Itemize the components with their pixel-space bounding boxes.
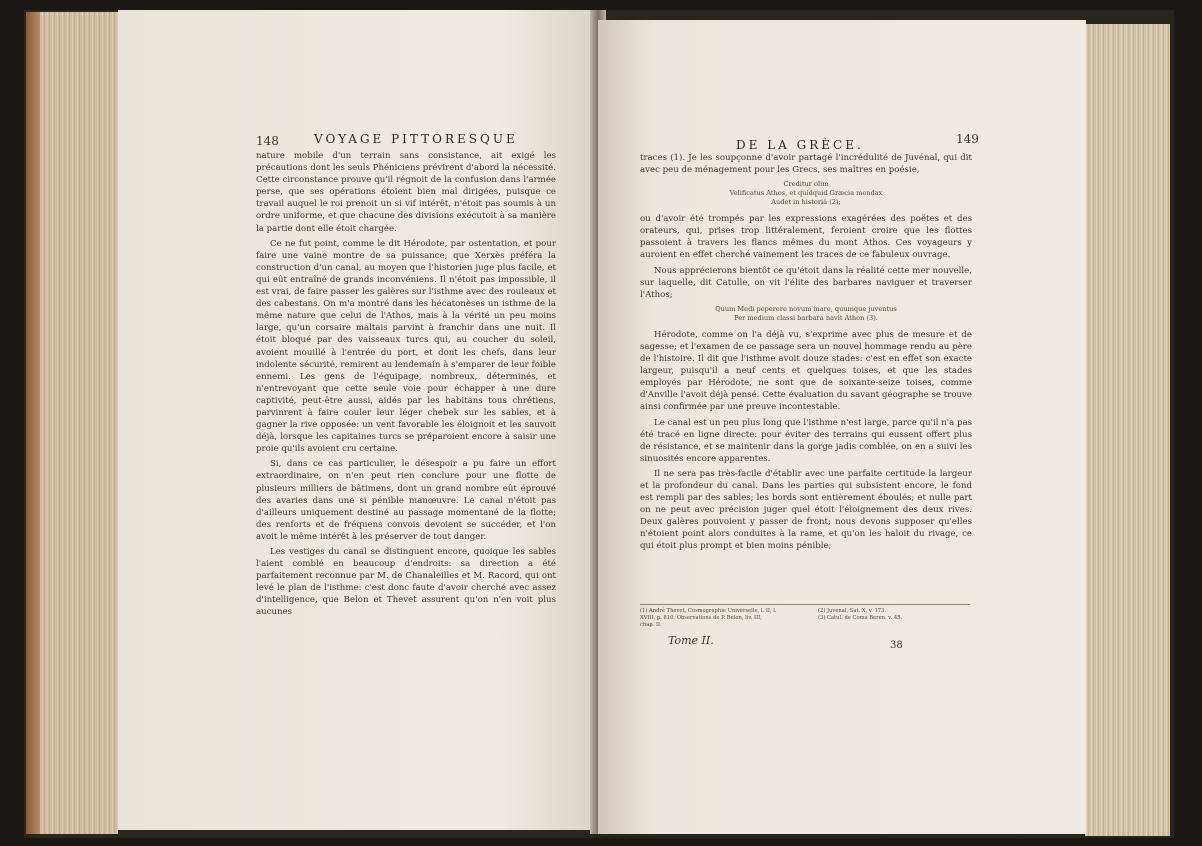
footnote: chap. II. (640, 622, 662, 628)
paragraph: Il ne sera pas très-facile d'établir avec une parfaite certitude la largeur et la profondeur du canal. Dans les parties qui subsistent encore, le fond est rempli par des sables; les bords sont entièrement éboulés; et nulle part on ne peut avec précision juger quel étoit l'éloignement des deux rives. Deux galères pouvoient y passer de front; nous devons supposer qu'elles n'étoient point alors conduites à la rame, et qu'on les haloit du rivage, ce qui étoit plus prompt et bien moins pénible; (640, 468, 972, 552)
verse-quote (640, 305, 972, 323)
footnote-rule (640, 604, 970, 605)
right-running-head: DE LA GRÈCE. (736, 138, 864, 152)
left-cover-edge (26, 12, 40, 834)
left-page-number: 148 (256, 134, 279, 148)
right-page (598, 20, 1086, 834)
footnotes-right (818, 608, 968, 622)
verse-line: Creditur olim (783, 180, 829, 189)
paragraph: Ce ne fut point, comme le dit Hérodote, par ostentation, et pour faire une vaine montre de sa puissance, que Xerxès préféra la construction d'un canal, au moyen que l'historien juge plus facile, et qui eût entraîné de grands inconvéniens. Il n'étoit pas impossible, il est vrai, de faire passer les galères sur l'isthme avec des rouleaux et des cabestans. On m'a montré dans les hécatonèses un isthme de la même nature que celui de l'Athos, mais à la vérité un peu moins large, qu'un corsaire maltais parvint à franchir dans une nuit. Il étoit bloqué par des vaisseaux turcs qui, au coucher du soleil, avoient mouillé à l'entrée du port, et dont les chefs, dans leur indolente sécurité, remirent au lendemain à s'emparer de leur foible ennemi. Les gens de l'équipage, nombreux, déterminés, et n'entrevoyant que cette seule voie pour échapper à une dure captivité, peut-être aussi, aidés par les habitans tous chrétiens, parvinrent à faire couler leur léger chebek sur les sables, et à gagner la rive opposée: un vent favorable les éloignoit et les sauvoit déjà, lorsque les capitaines turcs se préparoient encore à saisir une proie qu'ils avoient cru certaine. (256, 238, 556, 455)
footnote: (2) Juvenal, Sat. X, v. 173. (818, 608, 886, 614)
paragraph: Si, dans ce cas particulier, le désespoir a pu faire un effort extraordinaire, on n'en peut rien conclure pour une flotte de plusieurs milliers de bâtimens, dont un grand nombre eût éprouvé des avaries dans une si pénible manœuvre. Le canal n'étoit pas d'ailleurs uniquement destiné au passage momentané de la flotte; des renforts et de fréquens convois devoient se succéder, et l'on avoit le même intérêt à les préserver de tout danger. (256, 459, 556, 542)
paragraph: Hérodote, comme on l'a déjà vu, s'exprime avec plus de mesure et de sagesse; et l'examen de ce passage sera un nouvel hommage rendu au père de l'histoire. Il dit que l'isthme avoit douze stades: c'est en effet son exacte largeur, puisqu'il a neuf cents et quelques toises, et que les stades employés par Hérodote, ne sont que de soixante-seize toises, comme d'Anville l'avoit déjà pensé. Cette évaluation du savant géographe se trouve ainsi confirmée par une preuve incontestable. (640, 329, 972, 413)
left-page (118, 10, 596, 830)
signature-mark: 38 (890, 640, 903, 651)
paragraph: Les vestiges du canal se distinguent encore, quoique les sables l'aient comblé en beaucoup d'endroits: sa direction a été parfaitement reconnue par M. de Chanaleilles et M. Racord, qui ont levé le plan de l'isthme: c'est donc faute d'avoir cherché avec assez d'intelligence, que Belon et Thevet assurent qu'on n'en voit plus aucunes (256, 547, 556, 618)
left-running-head: VOYAGE PITTORESQUE (314, 132, 518, 146)
right-page-number: 149 (956, 132, 979, 146)
right-body-text (640, 152, 972, 556)
verse-line: Velificatus Athos, et quidquid Græcia mendax (729, 189, 883, 198)
footnote: (1) André Thevet, Cosmographie Universelle, l. II, l. XVIII, p. 810. Observations de P. Belon, liv. III, (640, 608, 777, 621)
right-page-edges (1085, 24, 1170, 836)
paragraph: Nous apprécierons bientôt ce qu'étoit dans la réalité cette mer nouvelle, sur laquelle, dit Catulle, on vit l'élite des barbares naviguer et traverser l'Athos; (640, 265, 972, 300)
left-body-text (256, 150, 556, 622)
paragraph: nature mobile d'un terrain sans consistance, ait exigé les précautions dont les seuls Phéniciens prévirent d'abord la nécessité. Cette circonstance prouve qu'il régnoit de la confusion dans l'armée perse, que ses opérations étoient bien mal dirigées, puisque ce travail auquel le roi prenoit un si vif intérêt, n'étoit pas soumis à un ordre uniforme, et que chacune des divisions exécutoit à sa manière la partie dont elle étoit chargée. (256, 151, 556, 234)
verse-line: Audet in historiâ (2); (771, 198, 841, 207)
verse-quote (640, 180, 972, 207)
verse-line: Quum Medi peperere novum mare, quumque juventus (715, 304, 897, 313)
paragraph: ou d'avoir été trompés par les expressions exagérées des poëtes et des orateurs, qui, prises trop littéralement, feroient croire que les flottes passoient à travers les flancs mêmes du mont Athos. Ces voyageurs y auroient en effet cherché vainement les traces de ce fabuleux ouvrage. (640, 214, 972, 261)
footnote: (3) Catul. de Coma Beren. v. 45. (818, 615, 903, 621)
volume-label: Tome II. (668, 634, 714, 647)
paragraph: Le canal est un peu plus long que l'isthme n'est large, parce qu'il n'a pas été tracé en ligne directe: pour éviter des terrains qui eussent offert plus de résistance, et se maintenir dans la gorge jadis comblée, on en a suivi les sinuosités encore apparentes. (640, 417, 973, 464)
verse-line: Per medium classi barbara navit Athon (3). (734, 313, 878, 322)
footnotes-left (640, 608, 790, 629)
paragraph: traces (1). Je les soupçonne d'avoir partagé l'incrédulité de Juvénal, qui dit avec peu de ménagement pour les Grecs, ses maîtres en poésie, (640, 153, 972, 176)
